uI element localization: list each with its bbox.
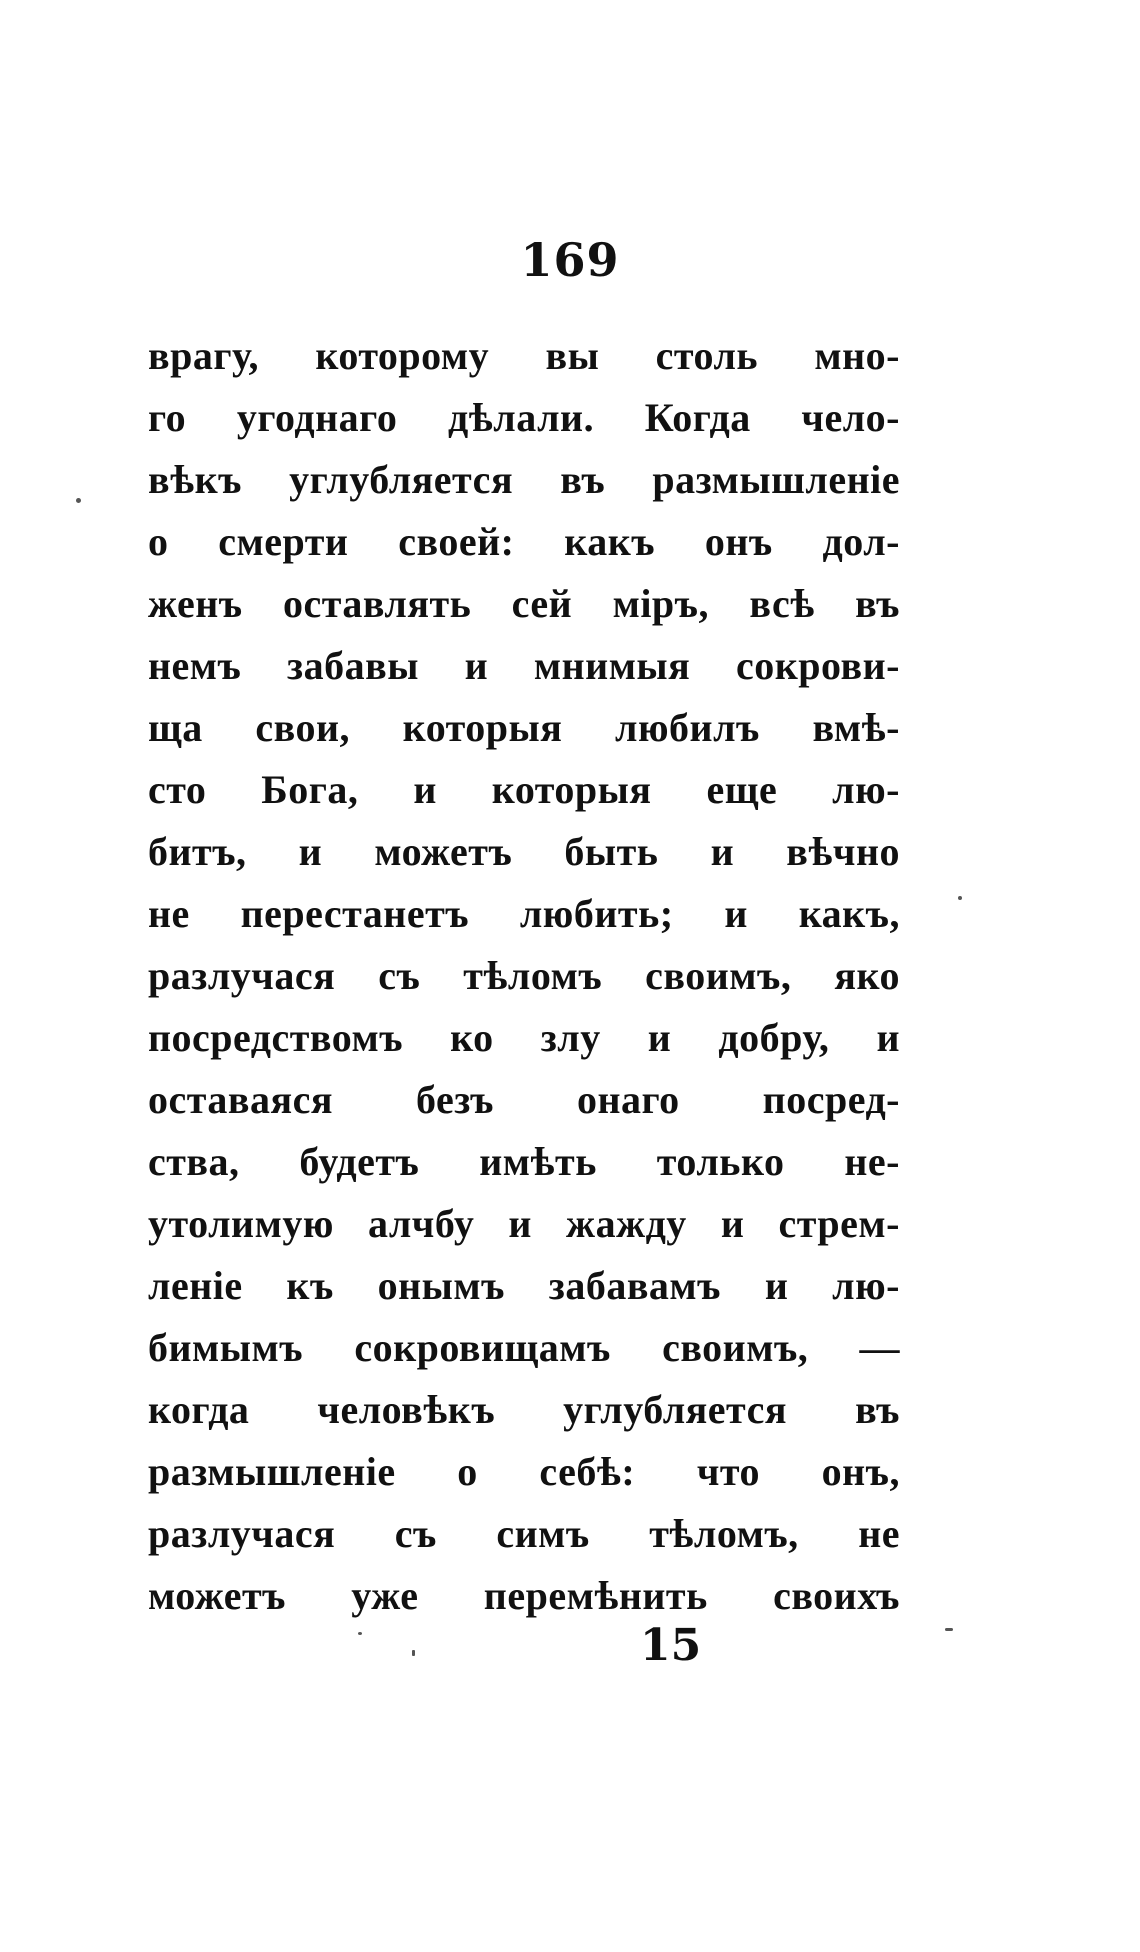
- print-speck: [945, 1628, 953, 1631]
- text-line: леніе къ онымъ забавамъ и лю-: [148, 1263, 900, 1308]
- text-line: сто Бога, и которыя еще лю-: [148, 767, 900, 812]
- text-line: го угоднаго дѣлали. Когда чело-: [148, 395, 900, 440]
- print-speck: [76, 498, 81, 503]
- print-speck: [412, 1650, 415, 1656]
- text-line: о смерти своей: какъ онъ дол-: [148, 519, 900, 564]
- text-line: разлучася съ тѣломъ своимъ, яко: [148, 953, 900, 998]
- print-speck: [358, 1632, 362, 1635]
- text-line: вѣкъ углубляется въ размышленіе: [148, 457, 900, 502]
- text-line: можетъ уже перемѣнить своихъ: [148, 1573, 900, 1618]
- text-line: битъ, и можетъ быть и вѣчно: [148, 829, 900, 874]
- body-text: [148, 325, 900, 1627]
- text-line: оставаяся безъ онаго посред-: [148, 1077, 900, 1122]
- page-number: 169: [520, 233, 620, 287]
- text-line: разлучася съ симъ тѣломъ, не: [148, 1511, 900, 1556]
- text-line: размышленіе о себѣ: что онъ,: [148, 1449, 900, 1494]
- signature-mark: 15: [640, 1620, 702, 1671]
- text-line: бимымъ сокровищамъ своимъ, —: [148, 1325, 900, 1370]
- text-line: посредствомъ ко злу и добру, и: [148, 1015, 900, 1060]
- text-line: женъ оставлять сей міръ, всѣ въ: [148, 581, 900, 626]
- print-speck: [958, 896, 962, 900]
- text-line: не перестанетъ любить; и какъ,: [148, 891, 900, 936]
- text-line: когда человѣкъ углубляется въ: [148, 1387, 900, 1432]
- text-line: немъ забавы и мнимыя сокрови-: [148, 643, 900, 688]
- text-line: врагу, которому вы столь мно-: [148, 333, 900, 378]
- text-line: ща свои, которыя любилъ вмѣ-: [148, 705, 900, 750]
- text-line: ства, будетъ имѣть только не-: [148, 1139, 900, 1184]
- text-line: утолимую алчбу и жажду и стрем-: [148, 1201, 900, 1246]
